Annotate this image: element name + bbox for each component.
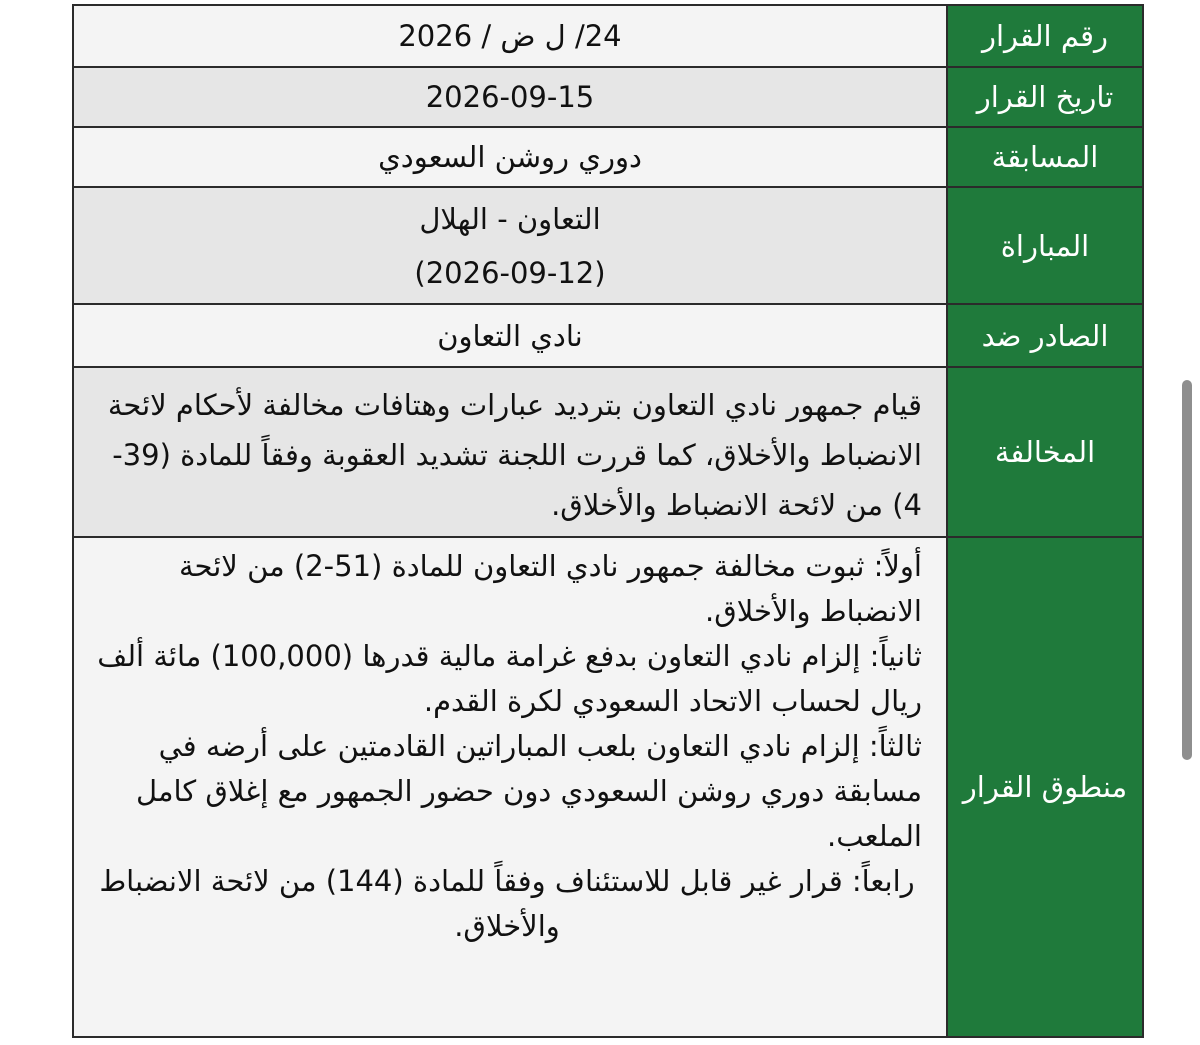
row-ruling: [73, 537, 1143, 1037]
decision-number-value: [73, 5, 947, 67]
violation-value: [73, 367, 947, 537]
ruling-second: ثانياً: إلزام نادي التعاون بدفع غرامة مالية قدرها (100,000) مائة ألف ريال لحساب الاتحاد السعودي لكرة القدم.: [97, 639, 922, 718]
ruling-first: أولاً: ثبوت مخالفة جمهور نادي التعاون للمادة (51-2) من لائحة الانضباط والأخلاق.: [178, 549, 922, 628]
row-violation: [73, 367, 1143, 537]
issued-against-label: الصادر ضد: [947, 304, 1143, 367]
row-competition: [73, 127, 1143, 187]
ruling-fourth: رابعاً: قرار غير قابل للاستئناف وفقاً للمادة (144) من لائحة الانضباط والأخلاق.: [99, 864, 915, 943]
decision-number-text: 24/ ل ض / 2026: [398, 19, 622, 53]
ruling-third: ثالثاً: إلزام نادي التعاون بلعب المباراتين القادمتين على أرضه في مسابقة دوري روشن السعودي دون حضور الجمهور مع إغلاق كامل الملعب.: [136, 729, 922, 853]
row-decision-date: [73, 67, 1143, 127]
competition-text: دوري روشن السعودي: [378, 140, 642, 174]
competition-label: المسابقة: [947, 127, 1143, 187]
match-teams: التعاون - الهلال: [419, 201, 601, 236]
match-value: [73, 187, 947, 304]
violation-text: قيام جمهور نادي التعاون بترديد عبارات وهتافات مخالفة لأحكام لائحة الانضباط والأخلاق، كما قررت اللجنة تشديد العقوبة وفقاً للمادة (39-4) من لائحة الانضباط والأخلاق.: [107, 388, 922, 522]
decision-date-text: 2026-09-15: [425, 80, 595, 114]
row-issued-against: [73, 304, 1143, 367]
scrollbar[interactable]: [1182, 380, 1192, 760]
decision-date-label: تاريخ القرار: [947, 67, 1143, 127]
match-date: (2026-09-12): [414, 255, 606, 290]
ruling-label: منطوق القرار: [947, 537, 1143, 1037]
issued-against-text: نادي التعاون: [437, 318, 583, 353]
row-match: [73, 187, 1143, 304]
decision-date-value: [73, 67, 947, 127]
decision-number-label: رقم القرار: [947, 5, 1143, 67]
ruling-value: [73, 537, 947, 1037]
match-label: المباراة: [947, 187, 1143, 304]
issued-against-value: [73, 304, 947, 367]
competition-value: [73, 127, 947, 187]
row-decision-number: [73, 5, 1143, 67]
decision-table: [72, 4, 1144, 1038]
violation-label: المخالفة: [947, 367, 1143, 537]
